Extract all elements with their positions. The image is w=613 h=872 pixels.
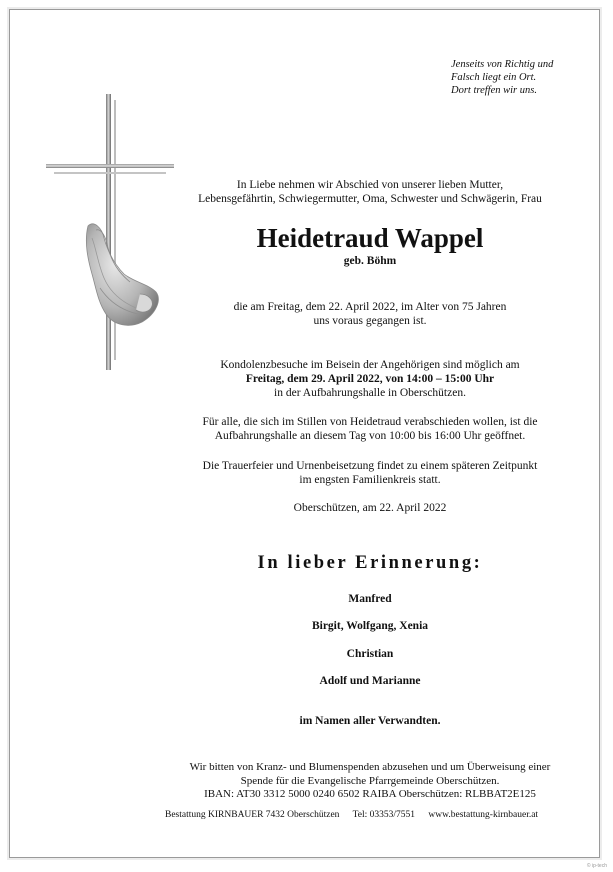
quote-line: Falsch liegt ein Ort. [451,72,537,83]
farewell-line: Aufbahrungshalle an diesem Tag von 10:00 bis 16:00 Uhr geöffnet. [214,430,526,442]
cross-with-praying-hands-icon [44,88,184,378]
condolence-line: Kondolenzbesuche im Beisein der Angehörigen sind möglich am [220,359,520,371]
passing-text [170,300,570,328]
mourner-name: Manfred [348,593,392,605]
mourner-name: Adolf und Marianne [319,675,421,687]
farewell-line: Für alle, die sich im Stillen von Heidetraud verabschieden wollen, ist die [202,416,538,428]
quote-line: Jenseits von Richtig und [451,59,554,70]
funeral-line: im engsten Familienkreis statt. [299,474,441,486]
condolence-line: in der Aufbahrungshalle in Oberschützen. [274,387,466,399]
maiden-name: geb. Böhm [343,255,397,267]
condolence-text [170,358,570,400]
quote [451,58,553,97]
mourner-name: Christian [346,648,394,660]
funeral-home-phone: Tel: 03353/7551 [352,810,416,820]
quote-line: Dort treffen wir uns. [451,85,537,96]
donation-line: Spende für die Evangelische Pfarrgemeinde Oberschützen. [240,774,500,787]
passing-line: uns voraus gegangen ist. [313,315,427,327]
donation-text [170,761,570,802]
funeral-text [170,459,570,487]
funeral-home-name: Bestattung KIRNBAUER 7432 Oberschützen [165,810,340,820]
deceased-name: Heidetraud Wappel [256,223,484,253]
funeral-line: Die Trauerfeier und Urnenbeisetzung findet zu einem späteren Zeitpunkt [202,460,538,472]
memory-heading: In lieber Erinnerung: [257,553,483,573]
intro-line: Lebensgefährtin, Schwiegermutter, Oma, Schwester und Schwägerin, Frau [198,193,542,205]
intro-text [170,178,570,206]
mourner-name: Birgit, Wolfgang, Xenia [311,620,429,632]
condolence-date: Freitag, dem 29. April 2022, von 14:00 – 15:00 Uhr [245,373,495,385]
intro-line: In Liebe nehmen wir Abschied von unserer lieben Mutter, [236,179,504,191]
relatives-text: im Namen aller Verwandten. [299,715,441,727]
copyright-mark: © ip-tech [586,863,607,869]
funeral-home-footer [165,810,549,820]
bank-details: IBAN: AT30 3312 5000 0240 6502 RAIBA Oberschützen: RLBBAT2E125 [204,788,536,800]
place-date: Oberschützen, am 22. April 2022 [293,502,447,514]
farewell-text [170,415,570,443]
donation-line: Wir bitten von Kranz- und Blumenspenden abzusehen und um Überweisung einer [189,761,551,773]
funeral-home-website[interactable]: www.bestattung-kirnbauer.at [428,810,539,820]
passing-line: die am Freitag, dem 22. April 2022, im Alter von 75 Jahren [233,301,507,313]
